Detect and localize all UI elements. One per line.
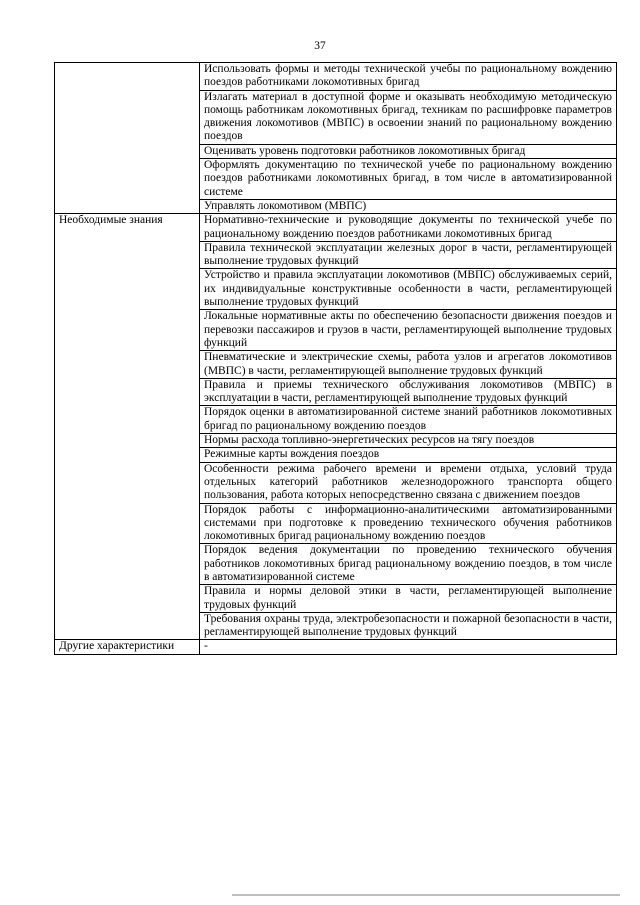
skill-item: Управлять локомотивом (МВПС) <box>200 199 617 213</box>
knowledge-item: Порядок работы с информационно-аналитическими автоматизированными системами при подготовке к проведению технического обучения работников локомотивных бригад рациональному вождению поездов <box>200 503 617 544</box>
other-characteristics-value: - <box>200 640 617 654</box>
table-row <box>55 640 617 654</box>
skill-item: Оценивать уровень подготовки работников локомотивных бригад <box>200 144 617 158</box>
knowledge-item: Пневматические и электрические схемы, работа узлов и агрегатов локомотивов (МВПС) в части, регламентирующей выполнение трудовых функций <box>200 351 617 379</box>
knowledge-item: Локальные нормативные акты по обеспечению безопасности движения поездов и перевозки пассажиров и грузов в части, регламентирующей выполнение трудовых функций <box>200 310 617 351</box>
knowledge-label: Необходимые знания <box>55 214 200 640</box>
skill-item: Использовать формы и методы технической учебы по рациональному вождению поездов работниками локомотивных бригад <box>200 63 617 91</box>
skill-item: Излагать материал в доступной форме и оказывать необходимую методическую помощь работникам локомотивных бригад, техникам по расшифровке параметров движения локомотивов (МВПС) в освоении знаний по рациональному вождению поездов <box>200 90 617 144</box>
qualification-table <box>54 62 617 655</box>
knowledge-item: Режимные карты вождения поездов <box>200 448 617 462</box>
page-number: 37 <box>314 40 326 52</box>
table-row <box>55 214 617 242</box>
page-bottom-rule <box>232 894 620 896</box>
knowledge-item: Правила технической эксплуатации железных дорог в части, регламентирующей выполнение трудовых функций <box>200 241 617 269</box>
other-characteristics-label: Другие характеристики <box>55 640 200 654</box>
knowledge-item: Правила и приемы технического обслуживания локомотивов (МВПС) в эксплуатации в части, регламентирующей выполнение трудовых функций <box>200 378 617 406</box>
knowledge-item: Порядок ведения документации по проведению технического обучения работников локомотивных бригад рациональному вождению поездов, в том числе в автоматизированной системе <box>200 544 617 585</box>
skill-item: Оформлять документацию по технической учебе по рациональному вождению поездов работниками локомотивных бригад, в том числе в автоматизированной системе <box>200 159 617 200</box>
knowledge-item: Правила и нормы деловой этики в части, регламентирующей выполнение трудовых функций <box>200 585 617 613</box>
knowledge-item: Порядок оценки в автоматизированной системе знаний работников локомотивных бригад по рациональному вождению поездов <box>200 406 617 434</box>
knowledge-item: Устройство и правила эксплуатации локомотивов (МВПС) обслуживаемых серий, их индивидуальные конструктивные особенности в части, регламентирующей выполнение трудовых функций <box>200 269 617 310</box>
knowledge-item: Требования охраны труда, электробезопасности и пожарной безопасности в части, регламентирующей выполнение трудовых функций <box>200 612 617 640</box>
skills-label-cell <box>55 63 200 214</box>
table-row <box>55 63 617 91</box>
knowledge-item: Особенности режима рабочего времени и времени отдыха, условий труда отдельных категорий работников железнодорожного транспорта общего пользования, работа которых непосредственно связана с движением поездов <box>200 462 617 503</box>
knowledge-item: Нормативно-технические и руководящие документы по технической учебе по рациональному вождению поездов работниками локомотивных бригад <box>200 214 617 242</box>
knowledge-item: Нормы расхода топливно-энергетических ресурсов на тягу поездов <box>200 434 617 448</box>
